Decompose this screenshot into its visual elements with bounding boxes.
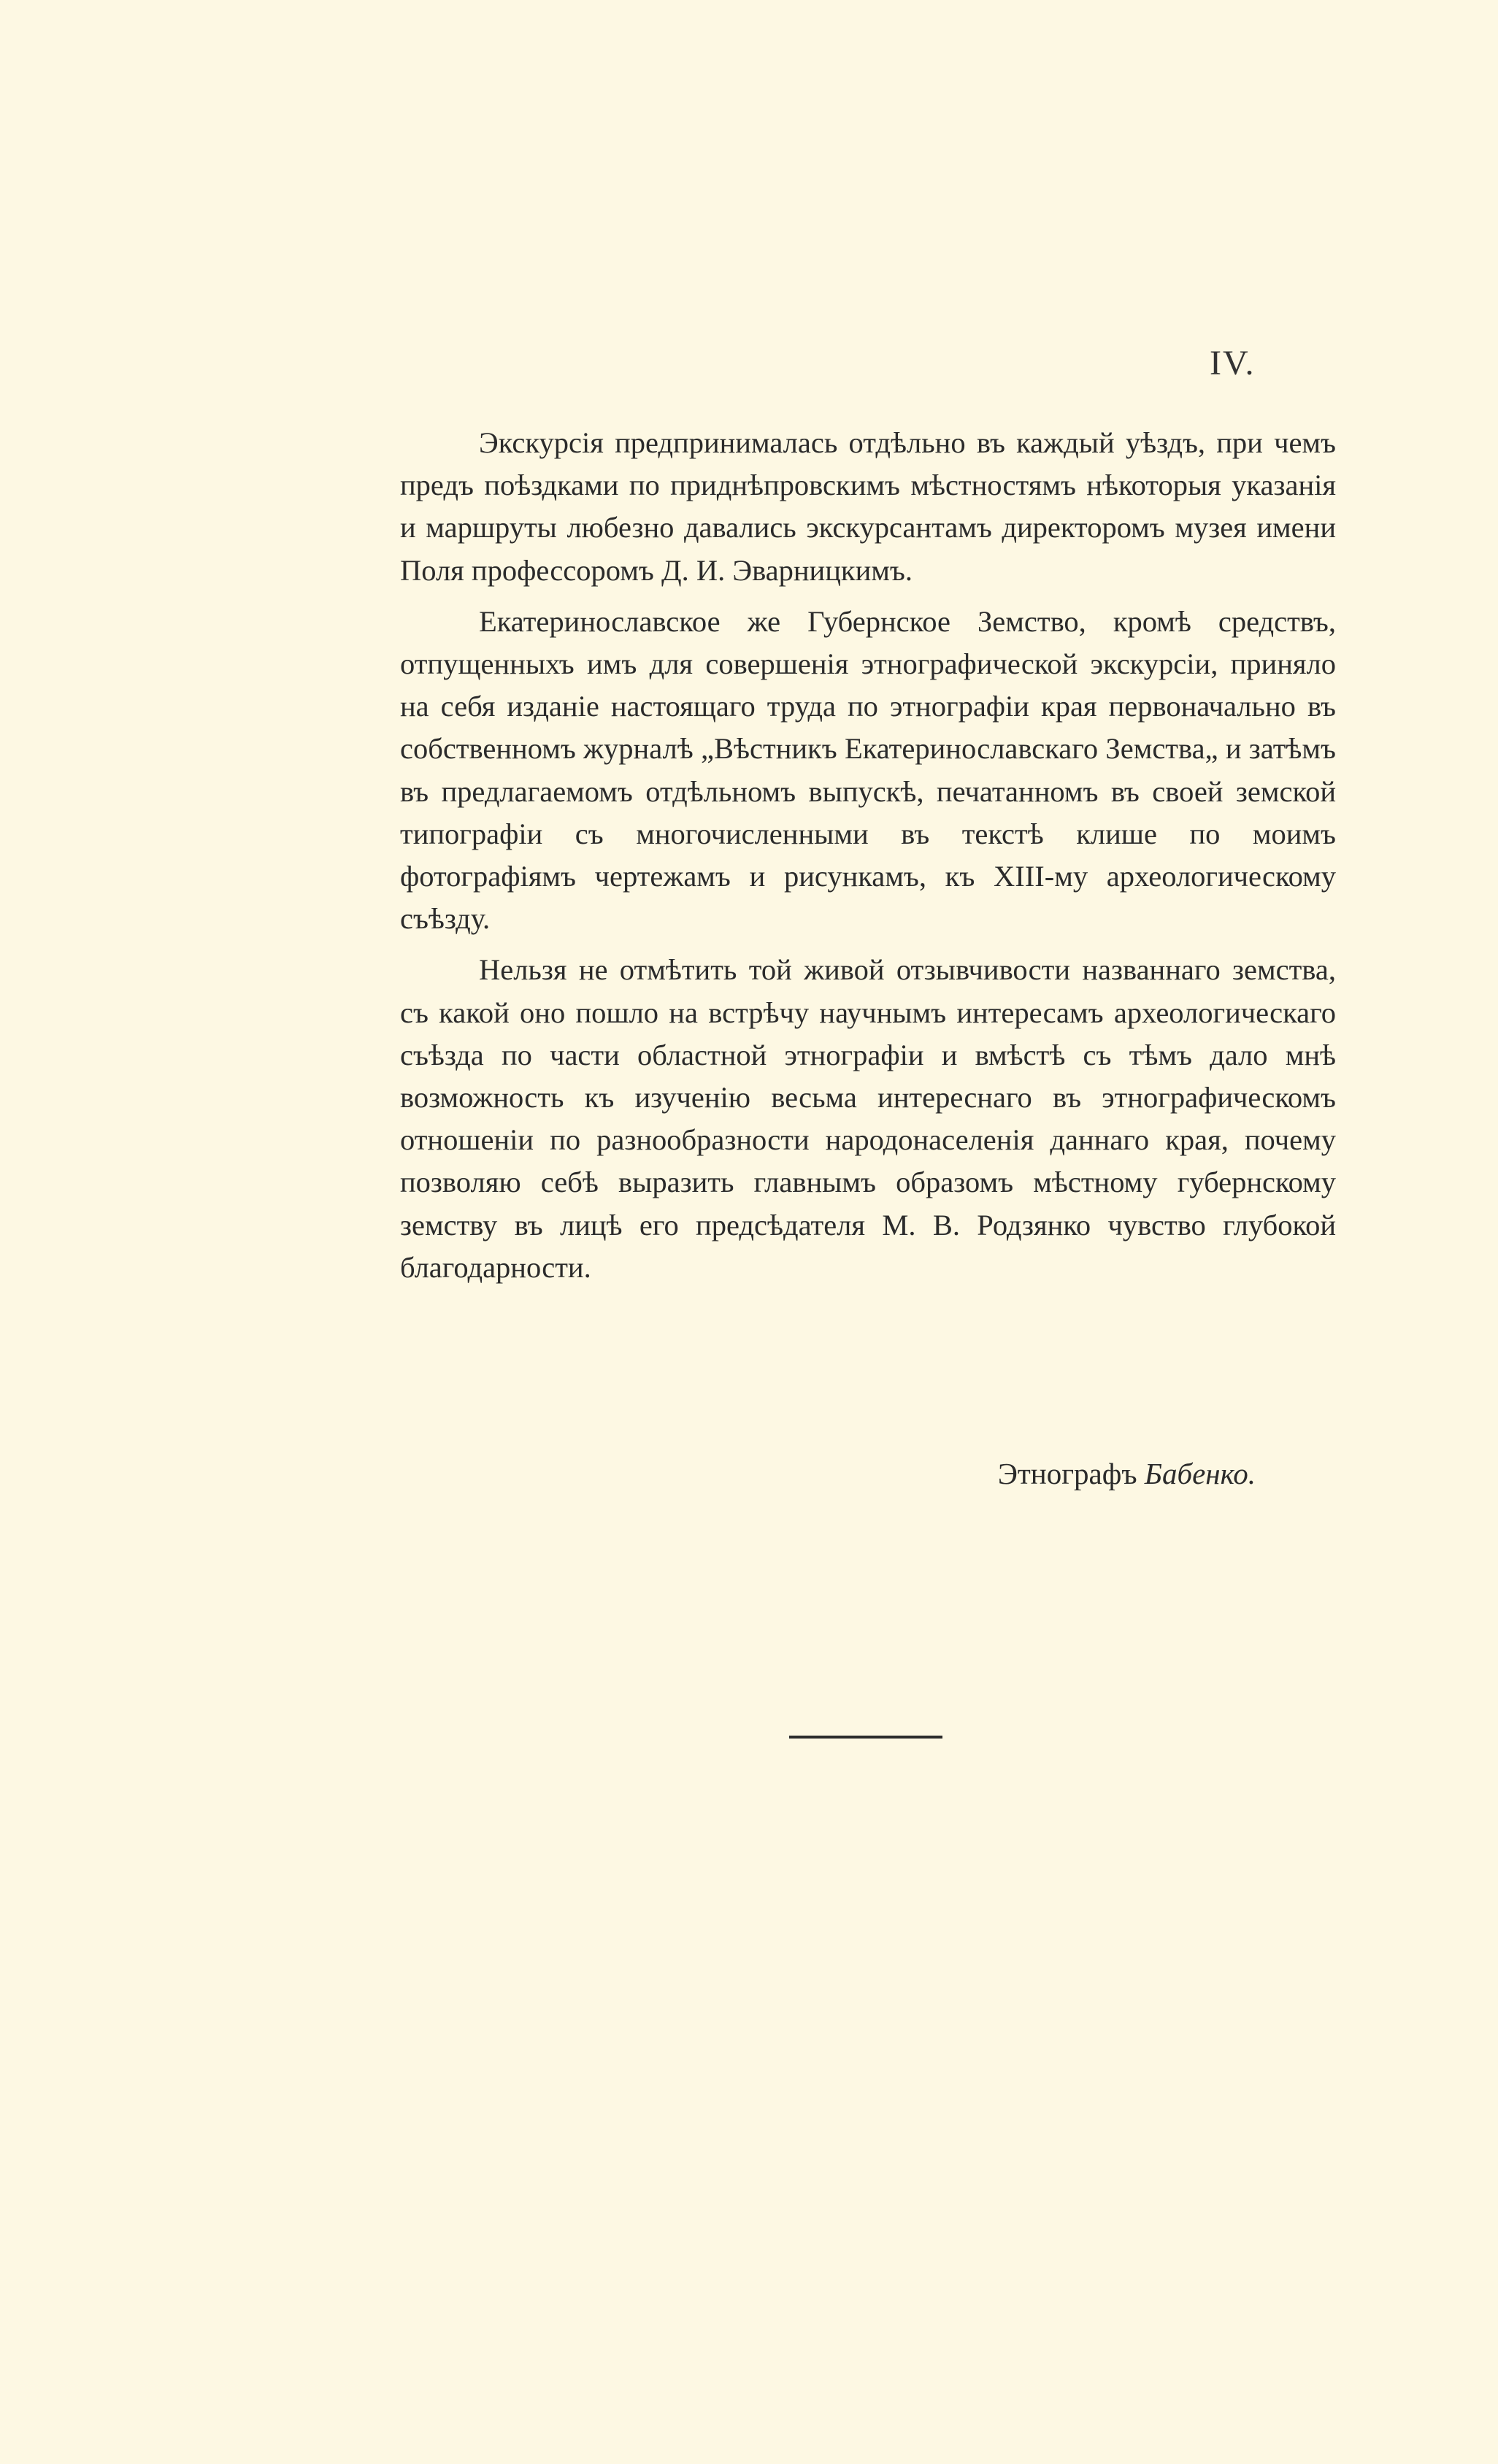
paragraph-1: Экскурсія предпринималась отдѣльно въ каждый уѣздъ, при чемъ предъ поѣздками по приднѣпровскимъ мѣстностямъ нѣкоторыя указанія и маршруты любезно давались экскурсантамъ директоромъ музея имени Поля профессоромъ Д. И. Эварницкимъ. [400, 426, 1336, 587]
closing-rule [789, 1736, 942, 1739]
paragraph-2: Екатеринославское же Губернское Земство, кромѣ средствъ, отпущенныхъ имъ для совершенія этнографической экскурсіи, приняло на себя изданіе настоящаго труда по этнографіи края первоначально въ собственномъ журналѣ „Вѣстникъ Екатеринославскаго Земства„ и затѣмъ въ предлагаемомъ отдѣльномъ выпускѣ, печатанномъ въ своей земской типографіи съ многочисленными въ текстѣ клише по моимъ фотографіямъ чертежамъ и рисункамъ, къ XIII-му археологическому съѣзду. [400, 604, 1336, 936]
page-number: IV. [1210, 344, 1256, 382]
signature [998, 1452, 1256, 1495]
signature-role: Этнографъ [997, 1457, 1137, 1490]
paragraph-3: Нельзя не отмѣтить той живой отзывчивости названнаго земства, съ какой оно пошло на встрѣчу научнымъ интересамъ археологическаго съѣзда по части областной этнографіи и вмѣстѣ съ тѣмъ дало мнѣ возможность къ изученію весьма интереснаго въ этнографическомъ отношеніи по разнообразности народонаселенія даннаго края, почему позволяю себѣ выразить главнымъ образомъ мѣстному губернскому земству въ лицѣ его предсѣдателя М. В. Родзянко чувство глубокой благодарности. [400, 953, 1336, 1284]
signature-author: Бабенко. [1144, 1457, 1256, 1490]
body-text [400, 422, 1336, 1298]
